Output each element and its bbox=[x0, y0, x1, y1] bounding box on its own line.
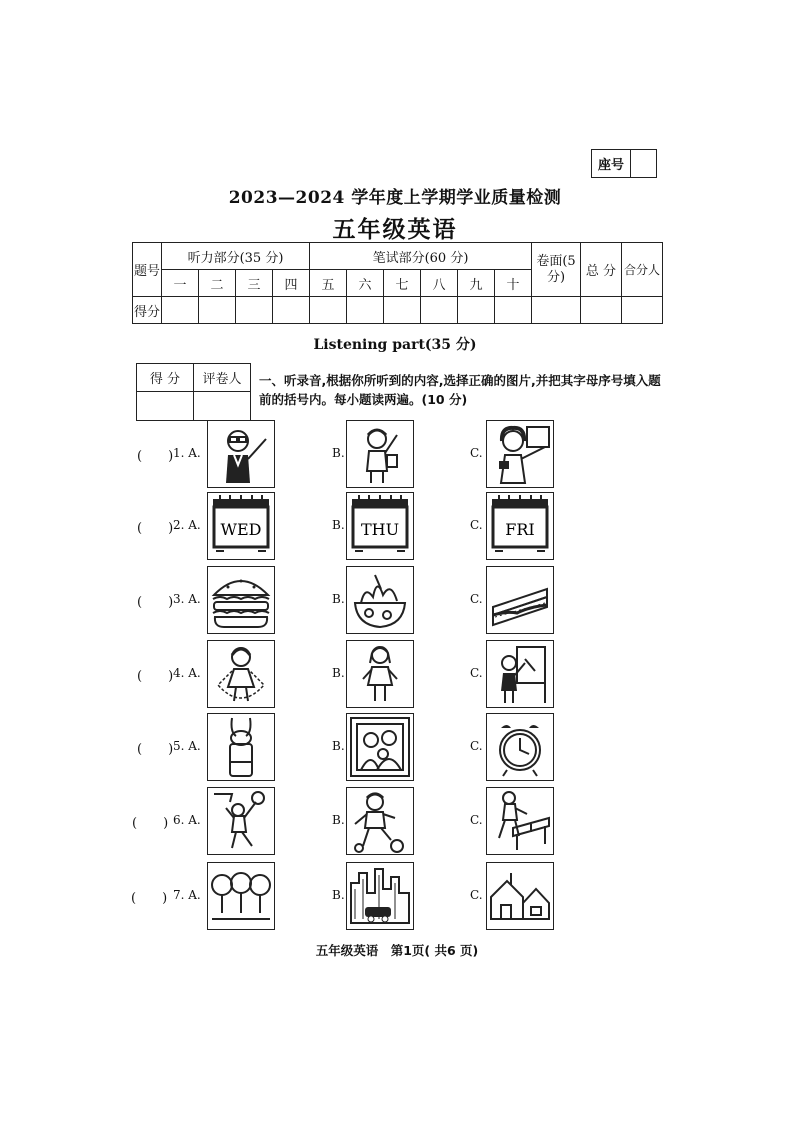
option-label-b: B. bbox=[332, 813, 345, 827]
option-label-b: B. bbox=[332, 446, 345, 460]
option-label-c: C. bbox=[470, 592, 483, 606]
option-picture-a bbox=[207, 420, 275, 488]
col-3: 三 bbox=[236, 270, 273, 297]
salad-bowl-icon bbox=[347, 567, 413, 633]
grader-box bbox=[136, 363, 251, 421]
alarm-clock-icon bbox=[487, 714, 553, 780]
answer-bracket[interactable]: ( ) bbox=[132, 816, 169, 831]
listening-header: 听力部分(35 分) bbox=[162, 243, 310, 270]
option-picture-b bbox=[346, 640, 414, 708]
female-teacher-icon bbox=[487, 421, 553, 487]
listening-part-title: Listening part(35 分) bbox=[313, 337, 477, 353]
option-label-b: B. bbox=[332, 666, 345, 680]
option-label-b: B. bbox=[332, 592, 345, 606]
score-cell[interactable] bbox=[273, 297, 310, 324]
option-picture-c bbox=[486, 862, 554, 930]
calendar-day-label: WED bbox=[220, 520, 262, 539]
girl-standing-icon bbox=[347, 641, 413, 707]
hamburger-icon bbox=[208, 567, 274, 633]
trees-icon bbox=[208, 863, 274, 929]
seat-number-label: 座号 bbox=[592, 150, 631, 177]
score-table bbox=[132, 242, 663, 324]
col-5: 五 bbox=[310, 270, 347, 297]
option-picture-a bbox=[207, 566, 275, 634]
row-label-tihao: 题号 bbox=[133, 243, 162, 297]
girl-skipping-icon bbox=[208, 641, 274, 707]
seat-number-box bbox=[591, 149, 657, 178]
score-cell[interactable] bbox=[532, 297, 581, 324]
question-number: 5. A. bbox=[173, 739, 201, 753]
question-row bbox=[0, 640, 794, 710]
answer-bracket[interactable]: ( ) bbox=[137, 595, 174, 610]
score-cell[interactable] bbox=[162, 297, 199, 324]
question-row bbox=[0, 862, 794, 932]
football-player-icon bbox=[347, 788, 413, 854]
option-picture-c bbox=[486, 713, 554, 781]
question-row bbox=[0, 420, 794, 490]
option-label-c: C. bbox=[470, 666, 483, 680]
family-photo-icon bbox=[347, 714, 413, 780]
option-picture-c bbox=[486, 566, 554, 634]
option-label-c: C. bbox=[470, 739, 483, 753]
child-drawing-icon bbox=[487, 641, 553, 707]
col-6: 六 bbox=[347, 270, 384, 297]
writing-header: 笔试部分(60 分) bbox=[310, 243, 532, 270]
question-row bbox=[0, 787, 794, 857]
section-one-instruction: 一、听录音,根据你所听到的内容,选择正确的图片,并把其字母序号填入题前的括号内。每小题读两遍。(10 分) bbox=[259, 373, 661, 407]
neatness-header: 卷面(5分) bbox=[532, 243, 581, 297]
checker-header: 合分人 bbox=[622, 243, 663, 297]
page-footer: 五年级英语 第1页( 共6 页) bbox=[315, 943, 479, 958]
seat-number-field[interactable] bbox=[631, 150, 656, 177]
answer-bracket[interactable]: ( ) bbox=[137, 521, 174, 536]
score-cell[interactable] bbox=[310, 297, 347, 324]
question-number: 2. A. bbox=[173, 518, 201, 532]
city-icon bbox=[347, 863, 413, 929]
grader-score-field[interactable] bbox=[137, 392, 194, 421]
answer-bracket[interactable]: ( ) bbox=[137, 742, 174, 757]
old-teacher-pointer-icon bbox=[208, 421, 274, 487]
exam-title-main: 五年级英语 bbox=[332, 217, 458, 243]
option-picture-a bbox=[207, 640, 275, 708]
calendar-fri-icon bbox=[487, 493, 553, 559]
score-cell[interactable] bbox=[581, 297, 622, 324]
option-picture-b bbox=[346, 862, 414, 930]
score-cell[interactable] bbox=[199, 297, 236, 324]
score-cell[interactable] bbox=[236, 297, 273, 324]
score-cell[interactable] bbox=[421, 297, 458, 324]
question-number: 7. A. bbox=[173, 888, 201, 902]
question-number: 1. A. bbox=[173, 446, 201, 460]
basketball-player-icon bbox=[208, 788, 274, 854]
option-picture-c bbox=[486, 640, 554, 708]
row-label-defen: 得分 bbox=[133, 297, 162, 324]
calendar-thu-icon bbox=[347, 493, 413, 559]
calendar-day-label: FRI bbox=[505, 520, 535, 539]
option-label-b: B. bbox=[332, 888, 345, 902]
answer-bracket[interactable]: ( ) bbox=[137, 669, 174, 684]
calendar-day-label: THU bbox=[360, 520, 400, 539]
option-picture-c bbox=[486, 420, 554, 488]
grader-name-field[interactable] bbox=[194, 392, 251, 421]
grader-score-label: 得 分 bbox=[137, 364, 194, 392]
option-picture-a bbox=[207, 787, 275, 855]
option-picture-a bbox=[207, 492, 275, 560]
option-picture-a bbox=[207, 713, 275, 781]
option-label-c: C. bbox=[470, 446, 483, 460]
option-label-b: B. bbox=[332, 739, 345, 753]
calendar-wed-icon bbox=[208, 493, 274, 559]
col-1: 一 bbox=[162, 270, 199, 297]
ping-pong-player-icon bbox=[487, 788, 553, 854]
question-number: 4. A. bbox=[173, 666, 201, 680]
option-label-c: C. bbox=[470, 813, 483, 827]
question-row bbox=[0, 566, 794, 636]
young-teacher-icon bbox=[347, 421, 413, 487]
option-picture-c bbox=[486, 492, 554, 560]
grader-name-label: 评卷人 bbox=[194, 364, 251, 392]
score-cell[interactable] bbox=[384, 297, 421, 324]
col-4: 四 bbox=[273, 270, 310, 297]
question-row bbox=[0, 492, 794, 562]
score-cell[interactable] bbox=[622, 297, 663, 324]
option-picture-c bbox=[486, 787, 554, 855]
question-row bbox=[0, 713, 794, 783]
question-number: 3. A. bbox=[173, 592, 201, 606]
col-9: 九 bbox=[458, 270, 495, 297]
col-10: 十 bbox=[495, 270, 532, 297]
option-picture-b bbox=[346, 566, 414, 634]
sandwich-icon bbox=[487, 567, 553, 633]
score-cell[interactable] bbox=[495, 297, 532, 324]
houses-icon bbox=[487, 863, 553, 929]
option-picture-b bbox=[346, 713, 414, 781]
question-number: 6. A. bbox=[173, 813, 201, 827]
col-7: 七 bbox=[384, 270, 421, 297]
col-2: 二 bbox=[199, 270, 236, 297]
option-label-b: B. bbox=[332, 518, 345, 532]
score-cell[interactable] bbox=[458, 297, 495, 324]
total-header: 总 分 bbox=[581, 243, 622, 297]
exam-title-year: 2023—2024 学年度上学期学业质量检测 bbox=[228, 188, 562, 208]
rabbit-bottle-icon bbox=[208, 714, 274, 780]
option-label-c: C. bbox=[470, 888, 483, 902]
answer-bracket[interactable]: ( ) bbox=[131, 891, 168, 906]
option-picture-b bbox=[346, 420, 414, 488]
score-cell[interactable] bbox=[347, 297, 384, 324]
option-picture-a bbox=[207, 862, 275, 930]
option-picture-b bbox=[346, 492, 414, 560]
option-label-c: C. bbox=[470, 518, 483, 532]
col-8: 八 bbox=[421, 270, 458, 297]
answer-bracket[interactable]: ( ) bbox=[137, 449, 174, 464]
option-picture-b bbox=[346, 787, 414, 855]
